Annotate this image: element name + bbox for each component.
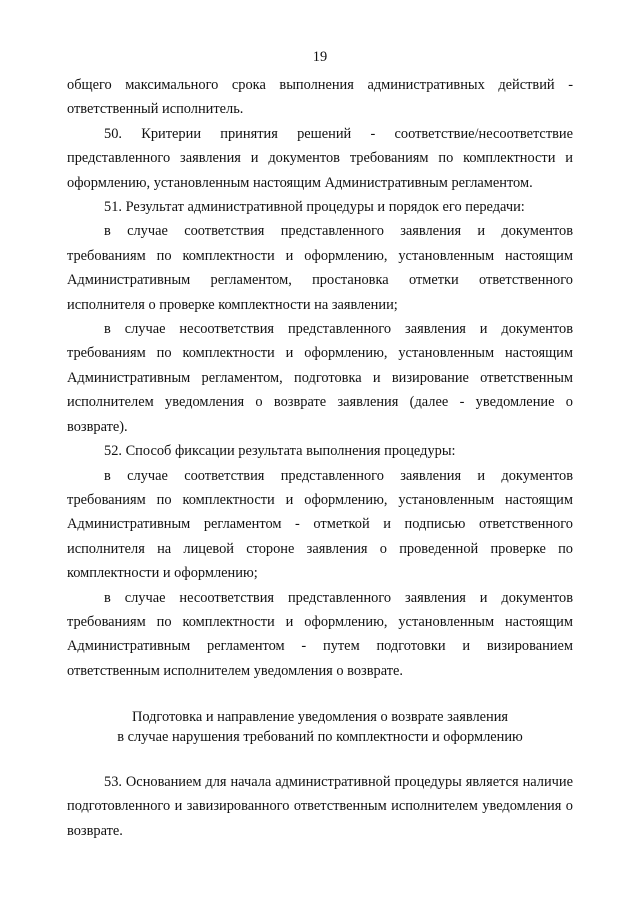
section-heading-line-2: в случае нарушения требований по комплектности и оформлению — [117, 729, 523, 745]
body-text — [67, 73, 573, 683]
paragraph-51-item-1: в случае соответствия представленного заявления и документов требованиям по комплектности и оформлению, установленным настоящим Административным регламентом, простановка отметки ответственного исполнителя о проверке комплектности на заявлении; — [67, 223, 573, 313]
paragraph-53: 53. Основанием для начала административной процедуры является наличие подготовленного и завизированного ответственным исполнителем уведомления о возврате. — [67, 774, 573, 839]
paragraph-continuation: общего максимального срока выполнения административных действий - ответственный исполнитель. — [67, 77, 573, 118]
final-section — [67, 770, 573, 843]
paragraph-51-item-2: в случае несоответствия представленного заявления и документов требованиям по комплектности и оформлению, установленным настоящим Административным регламентом, подготовка и визирование ответственным исполнителем уведомления о возврате заявления (далее - уведомление о возврате). — [67, 321, 573, 435]
paragraph-52: 52. Способ фиксации результата выполнения процедуры: — [104, 443, 456, 460]
paragraph-52-item-2: в случае несоответствия представленного заявления и документов требованиям по комплектности и оформлению, установленным настоящим Административным регламентом - путем подготовки и визированием ответственным исполнителем уведомления о возврате. — [67, 589, 573, 679]
paragraph-51: 51. Результат административной процедуры и порядок его передачи: — [104, 199, 525, 216]
section-heading-line-1: Подготовка и направление уведомления о возврате заявления — [131, 709, 509, 725]
page-number: 19 — [312, 49, 328, 65]
paragraph-52-item-1: в случае соответствия представленного заявления и документов требованиям по комплектности и оформлению, установленным настоящим Административным регламентом - отметкой и подписью ответственного исполнителя на лицевой стороне заявления о проведенной проверке по комплектности и оформлению; — [67, 467, 573, 582]
section-heading — [67, 707, 573, 747]
paragraph-50: 50. Критерии принятия решений - соответствие/несоответствие представленного заявления и документов требованиям по комплектности и оформлению, установленным настоящим Административным регламентом. — [67, 125, 573, 191]
